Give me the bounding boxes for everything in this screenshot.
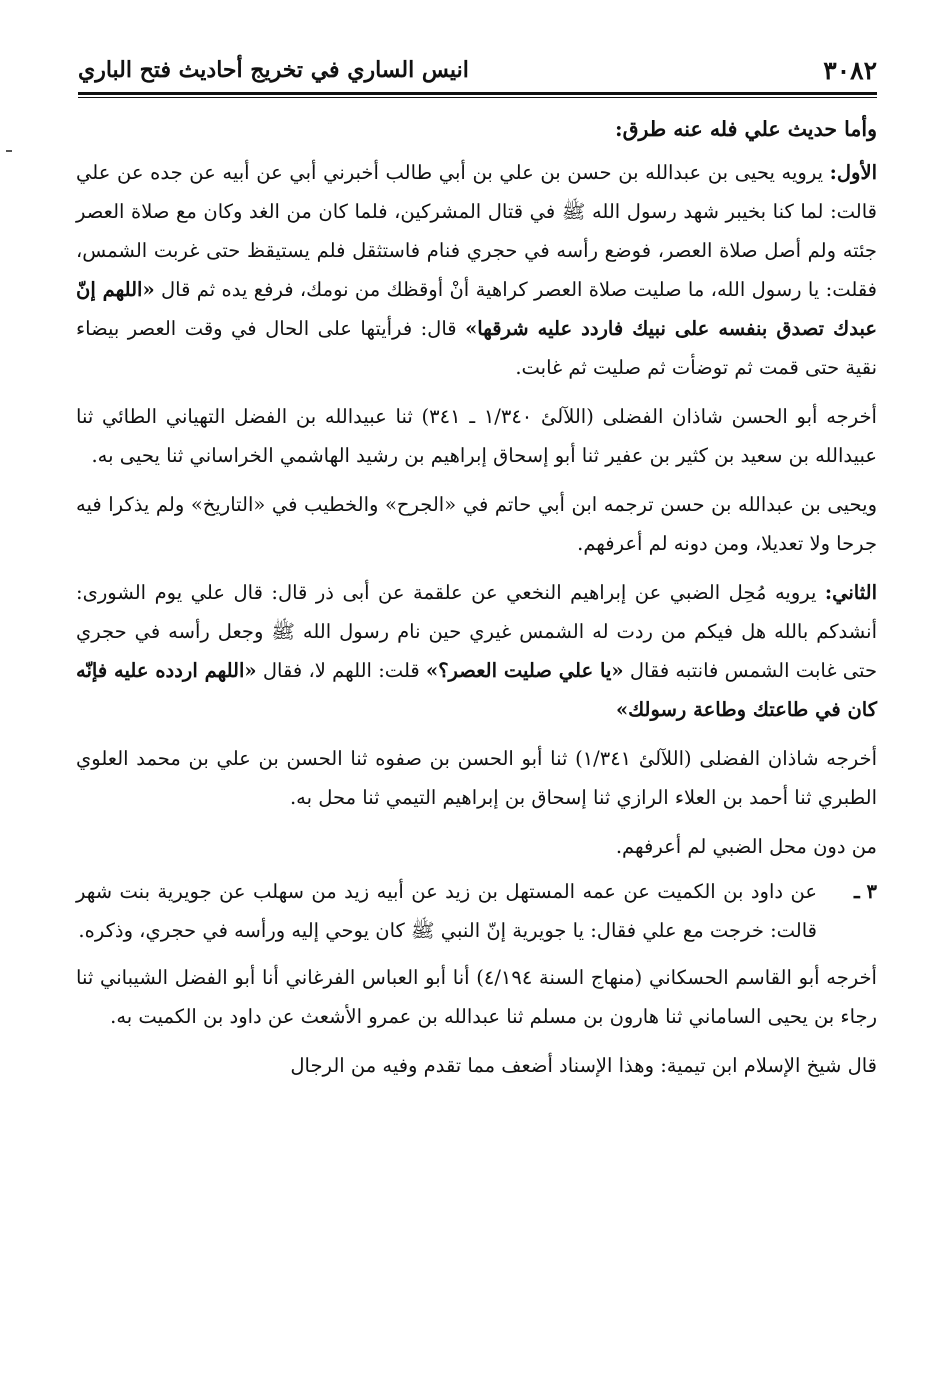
- running-title: انيس الساري في تخريج أحاديث فتح الباري: [78, 57, 469, 83]
- header-divider: [78, 92, 877, 98]
- paragraph-label: الثاني:: [824, 581, 877, 604]
- paragraph-text: عن داود بن الكميت عن عمه المستهل بن زيد عن أبيه زيد من سهلب عن جويرية بنت شهر قالت: خرجت مع علي فقال: يا جويرية إنّ النبي ﷺ كان يوحي إليه ورأسه في حجري، وذكره.: [76, 880, 817, 942]
- page-body: [76, 110, 877, 1095]
- page-header: [78, 50, 877, 90]
- paragraph-takhrij-2: أخرجه شاذان الفضلى (اللآلئ ١/٣٤١) ثنا أبو الحسن بن صفوه ثنا الحسن بن علي بن محمد العلوي الطبري ثنا أحمد بن العلاء الرازي ثنا إسحاق بن إبراهيم التيمي ثنا محل به.: [76, 747, 878, 809]
- paragraph-third-route: [76, 872, 877, 950]
- paragraph-text: قلت: اللهم لا، فقال: [256, 659, 427, 682]
- paragraph-text: يرويه يحيى بن عبدالله بن حسن بن علي بن أبي طالب أخبرني أبي عن أبيه عن جده عن علي قالت: لما كنا بخيبر شهد رسول الله ﷺ في قتال المشركين، فلما كان من الغد وكان مع صلاة العصر جئته ولم أصل صلاة العصر، فوضع رأسه في حجري فنام فاستثقل فلم يستيقظ حتى غربت الشمس، فقلت: يا رسول الله، ما صليت صلاة العصر كراهية أنْ أوقظك من نومك، فرفع يده ثم قال: [76, 161, 877, 301]
- paragraph-comment-1: ويحيى بن عبدالله بن حسن ترجمه ابن أبي حاتم في «الجرح» والخطيب في «التاريخ» ولم يذكرا فيه جرحا ولا تعديلا، ومن دونه لم أعرفهم.: [76, 493, 877, 555]
- paragraph-text: قال: فرأيتها على الحال في وقت العصر بيضاء نقية حتى قمت ثم توضأت ثم صليت ثم غابت.: [76, 317, 877, 379]
- section-heading: وأما حديث علي فله عنه طرق:: [615, 117, 877, 141]
- paragraph-label: الأول:: [829, 161, 877, 184]
- hadith-quote: «يا علي صليت العصر؟»: [426, 659, 624, 682]
- paragraph-takhrij-3: أخرجه أبو القاسم الحسكاني (منهاج السنة ٤/١٩٤) أنا أبو العباس الفرغاني أنا أبو الفضل الشيباني ثنا رجاء بن يحيى الساماني ثنا هارون بن مسلم ثنا عبدالله بن عمرو الأشعث عن داود بن الكميت به.: [76, 966, 877, 1028]
- hadith-quote: «اللهم اردده عليه فإنّه كان في طاعتك وطاعة رسولك»: [76, 659, 877, 721]
- paragraph-comment-2: من دون محل الضبي لم أعرفهم.: [615, 835, 877, 858]
- paragraph-takhrij-1: أخرجه أبو الحسن شاذان الفضلى (اللآلئ ١/٣٤٠ ـ ٣٤١) ثنا عبيدالله بن الفضل التهياني الطائي ثنا عبيدالله بن سعيد بن كثير بن عفير ثنا أبو إسحاق إبراهيم بن رشيد الهاشمي الخراساني ثنا يحيى به.: [76, 405, 877, 467]
- paragraph-second-route: [76, 573, 877, 729]
- page-number: ٣٠٨٢: [823, 55, 877, 85]
- item-number: ٣ ـ: [854, 880, 877, 903]
- paragraph-first-route: [76, 153, 877, 387]
- hadith-quote: «اللهم إنّ عبدك تصدق بنفسه على نبيك فاردد عليه شرقها»: [76, 278, 877, 340]
- paragraph-comment-3: قال شيخ الإسلام ابن تيمية: وهذا الإسناد أضعف مما تقدم وفيه من الرجال: [290, 1054, 877, 1077]
- paragraph-text: يرويه مُحِل الضبي عن إبراهيم النخعي عن علقمة عن أبى ذر قال: قال علي يوم الشورى: أنشدكم بالله هل فيكم من ردت له الشمس غيري حين نام رسول الله ﷺ وجعل رأسه في حجري حتى غابت الشمس فانتبه فقال: [76, 581, 877, 682]
- margin-mark: [6, 150, 12, 152]
